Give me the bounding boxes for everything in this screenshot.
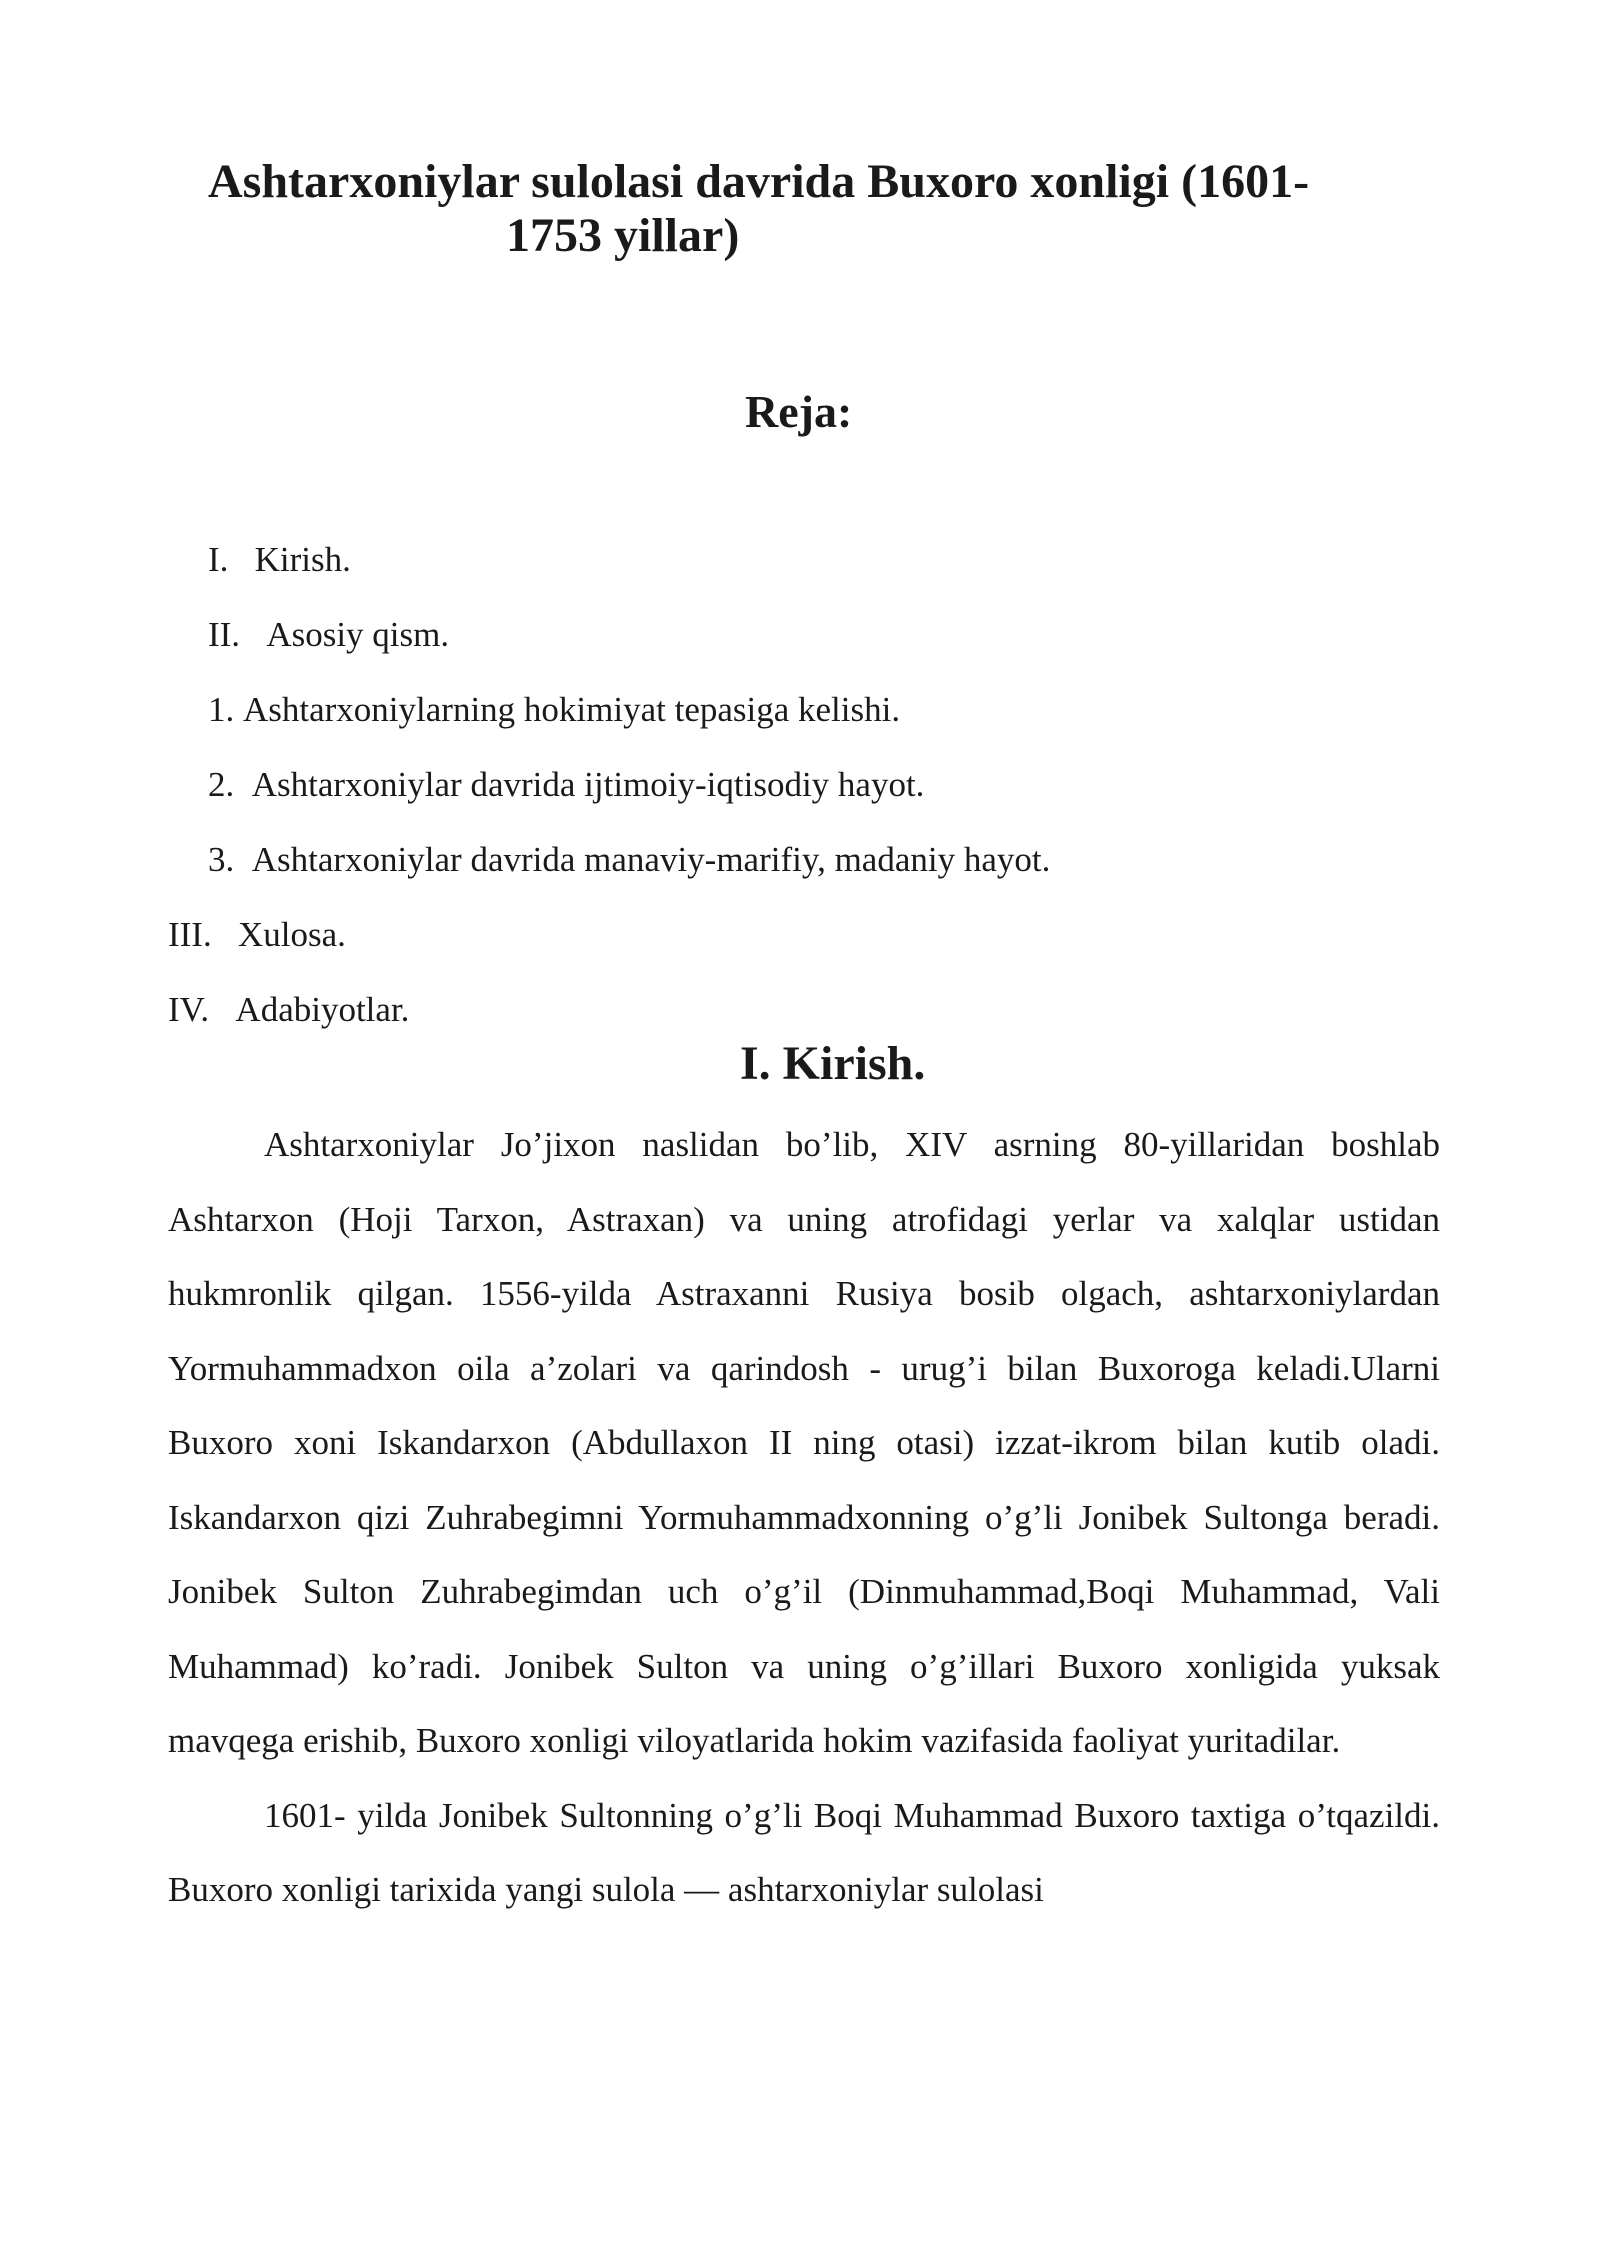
toc-item <box>208 615 449 655</box>
toc-item-text: Ashtarxoniylar davrida ijtimoiy-iqtisodiy hayot. <box>251 765 925 804</box>
section-heading: I. Kirish. <box>740 1037 926 1090</box>
toc-item-number: III. <box>168 915 212 954</box>
toc-item <box>208 540 351 580</box>
toc-item <box>168 990 409 1030</box>
toc-item-text: Adabiyotlar. <box>235 990 410 1029</box>
document-title <box>190 155 1430 263</box>
toc-item-text: Xulosa. <box>237 915 346 954</box>
toc-item-number: 1. <box>208 690 235 729</box>
toc-item-number: I. <box>208 540 229 579</box>
title-line-2: 1753 yillar) <box>506 209 740 262</box>
plan-heading: Reja: <box>745 386 853 437</box>
toc-item-text: Ashtarxoniylar davrida manaviy-marifiy, madaniy hayot. <box>251 840 1051 879</box>
toc-item <box>208 840 1050 880</box>
toc-item-number: 3. <box>208 840 235 879</box>
toc-item-text: Asosiy qism. <box>266 615 450 654</box>
toc-item-number: 2. <box>208 765 235 804</box>
toc-item <box>208 765 924 805</box>
toc-item <box>168 915 346 955</box>
toc-item-text: Ashtarxoniylarning hokimiyat tepasiga kelishi. <box>243 690 901 729</box>
toc-item <box>208 690 900 730</box>
title-line-1: Ashtarxoniylar sulolasi davrida Buxoro xonligi (1601- <box>208 155 1310 208</box>
toc-item-number: II. <box>208 615 241 654</box>
toc-item-text: Kirish. <box>254 540 351 579</box>
paragraph: Ashtarxoniylar Jo’jixon naslidan bo’lib, XIV asrning 80-yillaridan boshlab Ashtarxon (Hoji Tarxon, Astraxan) va uning atrofidagi yerlar va xalqlar ustidan hukmronlik qilgan. 1556-yilda Astraxanni Rusiya bosib olgach, ashtarxoniylardan Yormuhammadxon oila a’zolari va qarindosh - urug’i bilan Buxoroga keladi.Ularni Buxoro xoni Iskandarxon (Abdullaxon II ning otasi) izzat-ikrom bilan kutib oladi. Iskandarxon qizi Zuhrabegimni Yormuhammadxonning o’g’li Jonibek Sultonga beradi. Jonibek Sulton Zuhrabegimdan uch o’g’il (Dinmuhammad,Boqi Muhammad, Vali Muhammad) ko’radi. Jonibek Sulton va uning o’g’illari Buxoro xonligida yuksak mavqega erishib, Buxoro xonligi viloyatlarida hokim vazifasida faoliyat yuritadilar. <box>168 1125 1440 1760</box>
body-text <box>168 1108 1440 1928</box>
paragraph: 1601- yilda Jonibek Sultonning o’g’li Boqi Muhammad Buxoro taxtiga o’tqazildi. Buxoro xonligi tarixida yangi sulola — ashtarxoniylar sulolasi <box>168 1795 1440 1909</box>
toc-item-number: IV. <box>168 990 210 1029</box>
